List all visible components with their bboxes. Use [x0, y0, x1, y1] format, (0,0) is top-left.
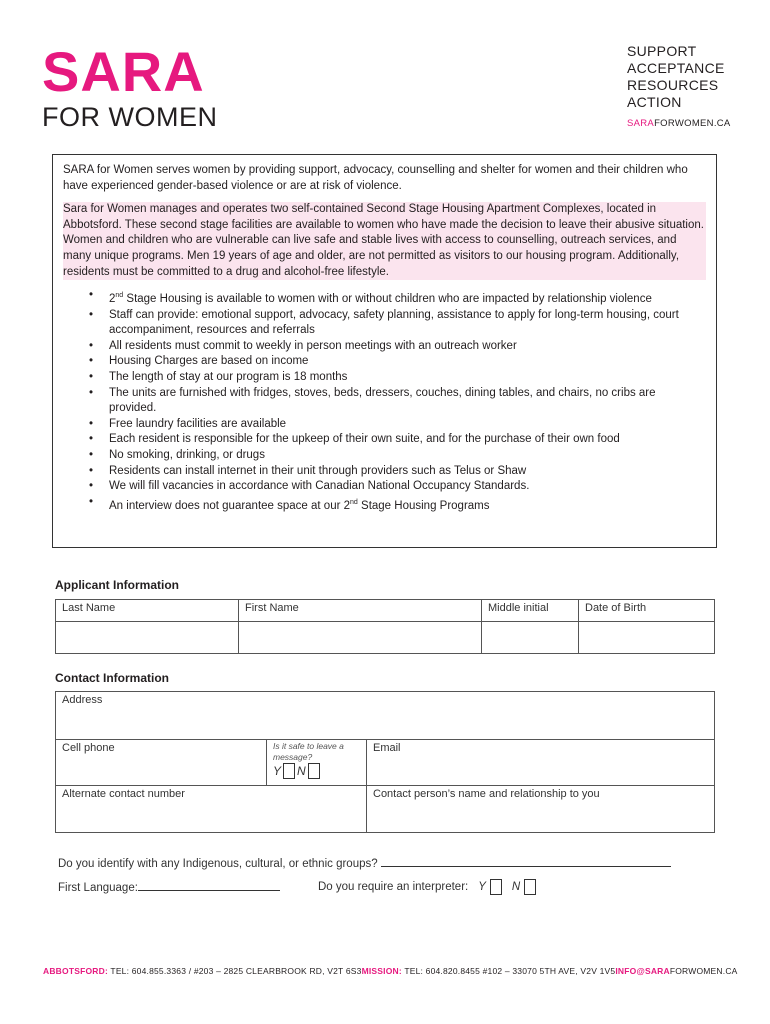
safe-message-yn [273, 763, 360, 779]
safe-message-cell [266, 739, 367, 786]
first-name-label-cell: First Name [238, 599, 482, 622]
footer-email[interactable]: INFO@SARAFORWOMEN.CA [615, 966, 738, 976]
yes-checkbox[interactable] [283, 763, 295, 779]
applicant-section-title: Applicant Information [55, 578, 179, 592]
safe-message-label: Is it safe to leave a message? [273, 741, 344, 762]
indigenous-answer-line[interactable] [381, 866, 671, 867]
footer-mission: MISSION: TEL: 604.820.8455 #102 – 33070 5TH AVE, V2V 1V5 [361, 966, 616, 976]
bullet-item: • We will fill vacancies in accordance with Canadian National Occupancy Standards. [89, 479, 706, 495]
bullet-item: • The units are furnished with fridges, stoves, beds, dressers, couches, dining tables, and chairs, no cribs are provided. [89, 386, 706, 417]
last-name-input[interactable] [55, 621, 239, 654]
address-label: Address [62, 694, 103, 706]
yes-label: Y [273, 764, 282, 778]
email-input[interactable] [366, 739, 715, 786]
tagline [627, 43, 731, 130]
indigenous-label: Do you identify with any Indigenous, cultural, or ethnic groups? [58, 858, 378, 870]
first-language-question [58, 882, 280, 894]
url-brand: SARA [627, 118, 655, 129]
contact-person-label: Contact person’s name and relationship to you [373, 788, 600, 800]
no-label: N [297, 764, 306, 778]
tagline-line: ACTION [627, 94, 682, 110]
url-rest: FORWOMEN.CA [654, 118, 731, 129]
bullet-item: • Residents can install internet in their unit through providers such as Telus or Shaw [89, 464, 706, 480]
logo-subtitle: FOR WOMEN [42, 102, 218, 132]
bullet-item: • No smoking, drinking, or drugs [89, 448, 706, 464]
contact-section-title: Contact Information [55, 671, 169, 685]
alternate-contact-input[interactable] [55, 785, 367, 833]
interpreter-no-label: N [511, 881, 521, 893]
bullet-item: • The length of stay at our program is 18 months [89, 370, 706, 386]
logo-brand: SARA [42, 40, 205, 103]
cell-phone-input[interactable] [55, 739, 267, 786]
email-label: Email [373, 742, 401, 754]
middle-initial-label-cell: Middle initial [481, 599, 579, 622]
alternate-contact-label: Alternate contact number [62, 788, 185, 800]
tagline-line: RESOURCES [627, 77, 719, 93]
bullet-item: • 2nd Stage Housing is available to women with or without children who are impacted by relationship violence [89, 288, 706, 307]
cell-phone-label: Cell phone [62, 742, 115, 754]
program-info-box [52, 154, 717, 548]
program-bullets [63, 288, 706, 514]
footer [43, 966, 738, 976]
footer-abbotsford: ABBOTSFORD: TEL: 604.855.3363 / #203 – 2825 CLEARBROOK RD, V2T 6S3 [43, 966, 362, 976]
first-language-line[interactable] [138, 890, 280, 891]
last-name-label-cell: Last Name [55, 599, 239, 622]
interpreter-label: Do you require an interpreter: [318, 881, 469, 893]
website-url[interactable] [627, 118, 731, 130]
no-checkbox[interactable] [308, 763, 320, 779]
bullet-item: • Housing Charges are based on income [89, 354, 706, 370]
indigenous-question [58, 858, 671, 870]
interpreter-yes-checkbox[interactable] [490, 879, 502, 895]
bullet-item: • Free laundry facilities are available [89, 417, 706, 433]
interpreter-question [318, 879, 536, 895]
middle-initial-input[interactable] [481, 621, 579, 654]
bullet-item: • Each resident is responsible for the upkeep of their own suite, and for the purchase of their own food [89, 432, 706, 448]
intro-paragraph: SARA for Women serves women by providing support, advocacy, counselling and shelter for women and their children who have experienced gender-based violence or are at risk of violence. [63, 164, 688, 192]
address-input[interactable] [55, 691, 715, 740]
first-language-label: First Language: [58, 882, 138, 894]
bullet-item: • An interview does not guarantee space at our 2nd Stage Housing Programs [89, 495, 706, 514]
tagline-line: ACCEPTANCE [627, 60, 725, 76]
tagline-line: SUPPORT [627, 43, 697, 59]
interpreter-no-checkbox[interactable] [524, 879, 536, 895]
housing-paragraph: Sara for Women manages and operates two self-contained Second Stage Housing Apartment Complexes, located in Abbotsford. These second stage facilities are available to women who have made the decision to leave their abusive situation. Women and children who are vulnerable can live safe and stable lives with access to counselling, outreach services, and many unique programs. Men 19 years of age and older, are not permitted as visitors to our housing program. Additionally, residents must be committed to a drug and alcohol-free lifestyle. [63, 202, 706, 280]
bullet-item: • Staff can provide: emotional support, advocacy, safety planning, assistance to apply for long-term housing, court accompaniment, resources and referrals [89, 308, 706, 339]
first-name-input[interactable] [238, 621, 482, 654]
contact-person-input[interactable] [366, 785, 715, 833]
interpreter-yes-label: Y [478, 881, 486, 893]
dob-label-cell: Date of Birth [578, 599, 715, 622]
dob-input[interactable] [578, 621, 715, 654]
sara-logo [42, 40, 218, 132]
bullet-item: • All residents must commit to weekly in person meetings with an outreach worker [89, 339, 706, 355]
